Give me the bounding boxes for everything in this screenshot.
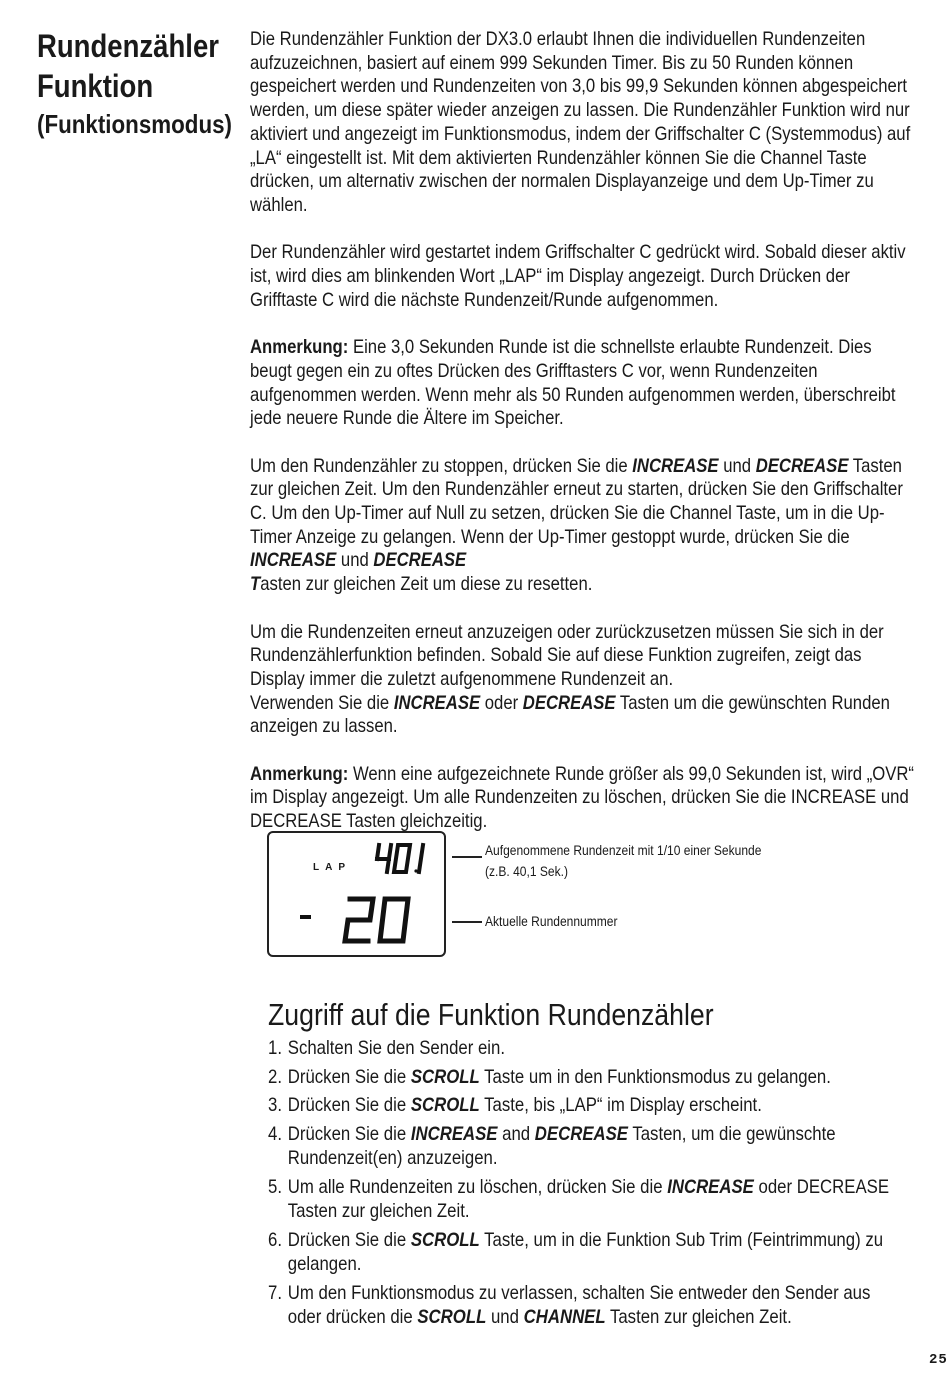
note-overflow: Anmerkung: Wenn eine aufgezeichnete Runde größer als 99,0 Sekunden ist, wird „OVR“ im Display angezeigt. Um alle Rundenzeiten zu löschen, drücken Sie die INCREASE und DECREASE Tasten gleichzeitig. [250, 762, 914, 833]
key-decrease: DECREASE [755, 454, 849, 477]
callout-line-time [452, 856, 482, 858]
key-scroll: SCROLL [410, 1094, 480, 1116]
list-item: 6. Drücken Sie die SCROLL Taste, um in die Funktion Sub Trim (Feintrimmung) zu gelangen. [268, 1228, 884, 1275]
key-scroll: SCROLL [410, 1228, 480, 1251]
key-increase: INCREASE [410, 1122, 498, 1145]
key-decrease: DECREASE [373, 549, 467, 572]
key-scroll: SCROLL [410, 1065, 480, 1088]
list-item: 4. Drücken Sie die INCREASE and DECREASE Tasten, um die gewünschte Rundenzeit(en) anzuzeigen. [268, 1122, 836, 1169]
lcd-display [267, 831, 446, 957]
callout-line-lap [452, 921, 482, 923]
lcd-digit-1 [419, 845, 423, 872]
lcd-digit-4 [377, 845, 391, 872]
key-decrease: DECREASE [534, 1122, 628, 1145]
list-item: 5. Um alle Rundenzeiten zu löschen, drücken Sie die INCREASE oder DECREASE Tasten zur gleichen Zeit. [268, 1175, 890, 1222]
page-number: 25 [929, 1352, 948, 1368]
section-heading: Zugriff auf die Funktion Rundenzähler [268, 997, 714, 1032]
key-increase: INCREASE [632, 454, 719, 477]
key-increase: INCREASE [667, 1175, 754, 1198]
list-item: 7. Um den Funktionsmodus zu verlassen, schalten Sie entweder den Sender aus oder drücken die SCROLL und CHANNEL Tasten zur gleichen Zeit. [268, 1281, 871, 1328]
paragraph-select: Verwenden Sie die INCREASE oder DECREASE Tasten um die gewünschten Runden anzeigen zu lassen. [250, 691, 890, 738]
main-text-column [250, 28, 918, 858]
page-title [37, 26, 233, 140]
callout-lap: Aktuelle Rundennummer [485, 913, 618, 929]
list-item: 3. Drücken Sie die SCROLL Taste, bis „LAP“ im Display erscheint. [268, 1094, 762, 1116]
key-increase: INCREASE [250, 549, 337, 572]
paragraph-start: Der Rundenzähler wird gestartet indem Griffschalter C gedrückt wird. Sobald dieser aktiv ist, wird dies am blinkenden Wort „LAP“ im Display angezeigt. Durch Drücken der Grifftaste C wird die nächste Rundenzeit/Runde aufgenommen. [250, 241, 906, 311]
key-decrease: DECREASE [522, 691, 616, 714]
title-line2: Funktion [37, 68, 154, 104]
list-item: 1. Schalten Sie den Sender ein. [268, 1037, 506, 1059]
lcd-digit-0-large [380, 899, 408, 941]
title-line1: Rundenzähler [37, 28, 219, 64]
key-scroll: SCROLL [417, 1306, 487, 1328]
key-channel: CHANNEL [523, 1306, 606, 1328]
steps-list [268, 1036, 896, 1334]
key-increase: INCREASE [393, 691, 481, 714]
paragraph-review: Um die Rundenzeiten erneut anzuzeigen oder zurückzusetzen müssen Sie sich in der Rundenzählerfunktion befinden. Sobald Sie auf diese Funktion zugreifen, zeigt das Display immer die zuletzt aufgenommene Rundenzeit an. [250, 620, 884, 690]
list-item: 2. Drücken Sie die SCROLL Taste um in den Funktionsmodus zu gelangen. [268, 1065, 831, 1088]
paragraph-intro: Die Rundenzähler Funktion der DX3.0 erlaubt Ihnen die individuellen Rundenzeiten aufzuzeichnen, basiert auf einem 999 Sekunden Timer. Bis zu 50 Runden können gespeichert werden und Rundenzeiten von 3,0 bis 99,9 Sekunden können abgespeichert werden, um diese später wieder anzeigen zu lassen. Die Rundenzähler Funktion wird nur aktiviert und angezeigt im Funktionsmodus, indem der Griffschalter C (Systemmodus) auf „LA“ eingestellt ist. Mit dem aktivierten Rundenzähler können Sie die Channel Taste drücken, um alternativ zwischen der normalen Displayanzeige und dem Up-Timer zu wählen. [250, 28, 911, 216]
note-label: Anmerkung: [250, 336, 349, 359]
paragraph-stop: Um den Rundenzähler zu stoppen, drücken Sie die INCREASE und DECREASE Tasten zur gleichen Zeit. Um den Rundenzähler erneut zu starten, drücken Sie den Griffschalter C. Um den Up-Timer auf Null zu setzen, drücken Sie die Channel Taste, um in die Up-Timer Anzeige zu gelangen. Wenn der Up-Timer gestoppt wurde, drücken Sie die INCREASE und DECREASE Tasten zur gleichen Zeit um diese zu resetten. [250, 454, 903, 596]
lcd-digit-0 [394, 845, 410, 872]
note-label: Anmerkung: [250, 762, 349, 785]
callout-time: Aufgenommene Rundenzeit mit 1/10 einer Sekunde (z.B. 40,1 Sek.) [485, 842, 762, 879]
note-fastest-lap: Anmerkung: Eine 3,0 Sekunden Runde ist die schnellste erlaubte Rundenzeit. Dies beugt gegen ein zu oftes Drücken des Grifftasters C vor, wenn Rundenzeiten aufgenommen werden. Wenn mehr als 50 Runden aufgenommen werden, überschreibt jede neuere Runde die Ältere im Speicher. [250, 336, 896, 430]
page-subtitle: (Funktionsmodus) [37, 109, 233, 139]
lcd-digits [269, 833, 448, 959]
lcd-digit-2 [345, 899, 373, 941]
lcd-lap-label: LAP [313, 862, 351, 873]
